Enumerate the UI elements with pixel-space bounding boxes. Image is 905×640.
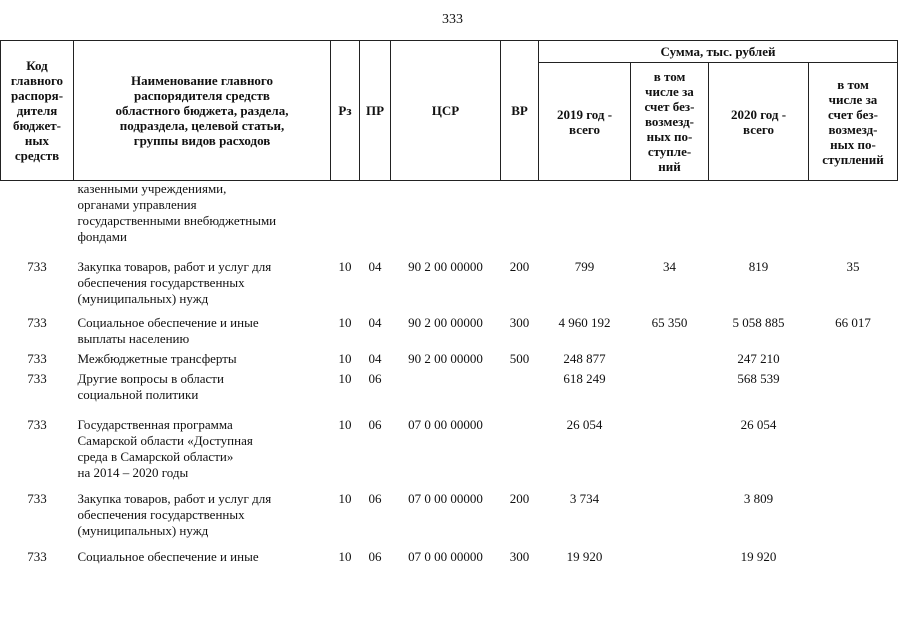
cell-rz: 10 bbox=[338, 351, 352, 366]
page-number: 333 bbox=[442, 12, 463, 27]
cell-2020-total: 26 054 bbox=[740, 417, 777, 432]
cell-vr: 200 bbox=[509, 491, 530, 506]
cell-name: Закупка товаров, работ и услуг для обеспечения государственных (муниципальных) нужд bbox=[77, 491, 272, 538]
table-row bbox=[1, 491, 898, 549]
cell-name: Закупка товаров, работ и услуг для обеспечения государственных (муниципальных) нужд bbox=[77, 259, 272, 306]
cell-2019-free bbox=[631, 549, 709, 565]
table-row bbox=[1, 181, 898, 260]
cell-2020-total: 247 210 bbox=[737, 351, 780, 366]
table-row bbox=[1, 371, 898, 417]
table-row bbox=[1, 259, 898, 315]
cell-csr bbox=[391, 371, 501, 417]
header-sum: Сумма, тыс. рублей bbox=[539, 41, 898, 63]
table-row bbox=[1, 549, 898, 565]
cell-csr: 90 2 00 00000 bbox=[408, 351, 483, 366]
header-2020-free: в том числе за счет без- возмезд- ных по- ступлений bbox=[809, 63, 898, 181]
cell-name: Социальное обеспечение и иные bbox=[77, 549, 259, 564]
cell-2020-total: 3 809 bbox=[743, 491, 774, 506]
cell-name: Межбюджетные трансферты bbox=[77, 351, 237, 366]
cell-2019-free bbox=[631, 181, 709, 260]
cell-2019-total: 3 734 bbox=[569, 491, 600, 506]
cell-name: Социальное обеспечение и иные выплаты населению bbox=[77, 315, 259, 346]
cell-csr: 07 0 00 00000 bbox=[408, 491, 483, 506]
cell-rz: 10 bbox=[338, 417, 352, 432]
cell-2019-total: 26 054 bbox=[566, 417, 603, 432]
cell-rz: 10 bbox=[338, 371, 352, 386]
table-row bbox=[1, 315, 898, 351]
cell-pr: 04 bbox=[368, 315, 382, 330]
budget-table bbox=[0, 40, 898, 565]
cell-2020-total bbox=[709, 181, 809, 260]
cell-pr: 06 bbox=[368, 549, 382, 564]
cell-pr: 04 bbox=[368, 351, 382, 366]
cell-2020-free bbox=[809, 181, 898, 260]
cell-2019-free bbox=[631, 491, 709, 549]
cell-pr: 06 bbox=[368, 491, 382, 506]
cell-2020-total: 568 539 bbox=[737, 371, 780, 386]
header-pr: ПР bbox=[360, 41, 391, 181]
cell-vr: 500 bbox=[509, 351, 530, 366]
cell-rz: 10 bbox=[338, 315, 352, 330]
cell-2019-total: 19 920 bbox=[566, 549, 603, 564]
cell-code: 733 bbox=[27, 259, 47, 274]
cell-pr bbox=[360, 181, 391, 260]
cell-vr: 300 bbox=[509, 315, 530, 330]
table-row bbox=[1, 417, 898, 491]
cell-2020-total: 819 bbox=[748, 259, 769, 274]
cell-2020-free: 35 bbox=[846, 259, 860, 274]
cell-csr: 90 2 00 00000 bbox=[408, 259, 483, 274]
cell-2020-total: 5 058 885 bbox=[732, 315, 785, 330]
cell-2020-free bbox=[809, 351, 898, 371]
cell-csr: 07 0 00 00000 bbox=[408, 549, 483, 564]
header-rz: Рз bbox=[331, 41, 360, 181]
cell-code: 733 bbox=[27, 371, 47, 386]
cell-2020-free bbox=[809, 371, 898, 417]
cell-2019-free bbox=[631, 351, 709, 371]
cell-vr bbox=[501, 181, 539, 260]
header-csr: ЦСР bbox=[391, 41, 501, 181]
cell-2019-free bbox=[631, 371, 709, 417]
cell-2019-total: 799 bbox=[574, 259, 595, 274]
cell-2019-total: 248 877 bbox=[563, 351, 606, 366]
cell-vr bbox=[501, 371, 539, 417]
header-name: Наименование главного распорядителя средств областного бюджета, раздела, подраздела, целевой статьи, группы видов расходов bbox=[74, 41, 331, 181]
cell-name: Другие вопросы в области социальной политики bbox=[77, 371, 224, 402]
cell-2019-free: 34 bbox=[663, 259, 676, 274]
cell-2020-free bbox=[809, 417, 898, 491]
header-2019-free: в том числе за счет без- возмезд- ных по- ступле- ний bbox=[631, 63, 709, 181]
cell-vr bbox=[501, 417, 539, 491]
header-2019-total: 2019 год - всего bbox=[539, 63, 631, 181]
header-vr: ВР bbox=[501, 41, 539, 181]
cell-code: 733 bbox=[27, 315, 47, 330]
cell-pr: 06 bbox=[368, 417, 382, 432]
cell-2020-free bbox=[809, 491, 898, 549]
cell-name: Государственная программа Самарской области «Доступная среда в Самарской области» на 2014 – 2020 годы bbox=[77, 417, 253, 480]
cell-2019-free bbox=[631, 417, 709, 491]
table-row bbox=[1, 351, 898, 371]
table-body bbox=[1, 181, 898, 566]
cell-csr bbox=[391, 181, 501, 260]
cell-rz: 10 bbox=[338, 259, 352, 274]
header-code: Код главного распоря- дителя бюджет- ных средств bbox=[1, 41, 74, 181]
cell-2019-total bbox=[539, 181, 631, 260]
cell-rz bbox=[331, 181, 360, 260]
cell-csr: 90 2 00 00000 bbox=[408, 315, 483, 330]
cell-vr: 200 bbox=[509, 259, 530, 274]
cell-code: 733 bbox=[27, 491, 47, 506]
cell-2020-free: 66 017 bbox=[835, 315, 871, 330]
cell-pr: 04 bbox=[368, 259, 382, 274]
cell-pr: 06 bbox=[368, 371, 382, 386]
cell-rz: 10 bbox=[338, 549, 352, 564]
cell-2019-free: 65 350 bbox=[651, 315, 688, 330]
cell-code: 733 bbox=[27, 549, 47, 564]
cell-code: 733 bbox=[27, 351, 47, 366]
cell-code bbox=[1, 181, 74, 260]
cell-rz: 10 bbox=[338, 491, 352, 506]
cell-vr: 300 bbox=[509, 549, 530, 564]
cell-csr: 07 0 00 00000 bbox=[408, 417, 483, 432]
cell-code: 733 bbox=[27, 417, 47, 432]
cell-2020-free bbox=[809, 549, 898, 565]
cell-2019-total: 4 960 192 bbox=[558, 315, 611, 330]
cell-2020-total: 19 920 bbox=[740, 549, 777, 564]
cell-2019-total: 618 249 bbox=[563, 371, 606, 386]
cell-name: казенными учреждениями, органами управления государственными внебюджетными фондами bbox=[77, 181, 277, 244]
table-header bbox=[1, 41, 898, 181]
header-2020-total: 2020 год - всего bbox=[709, 63, 809, 181]
